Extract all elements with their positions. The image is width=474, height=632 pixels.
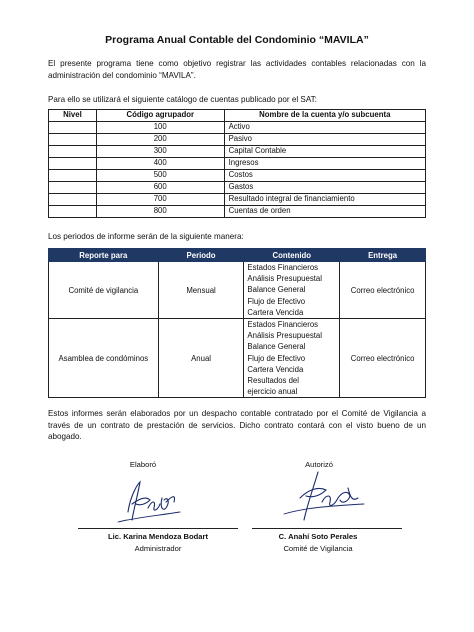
contenido-cell (244, 262, 340, 319)
contenido-item: Estados Financieros (247, 263, 319, 272)
signature-line-left (78, 528, 238, 529)
nivel-cell (49, 122, 97, 134)
contenido-item: ejercicio anual (247, 387, 298, 397)
signature-label-right: Autorizó (305, 460, 333, 469)
table-row (49, 170, 426, 182)
table-row (49, 206, 426, 218)
nivel-cell (49, 194, 97, 206)
table-row (49, 122, 426, 134)
nombre-cell: Gastos (224, 182, 425, 194)
contenido-item: Cartera Vencida (247, 364, 304, 374)
entrega-cell: Correo electrónico (340, 319, 426, 398)
contenido-item: Resultados del (247, 376, 300, 386)
column-header-contenido: Contenido (244, 249, 340, 262)
signature-label-left: Elaboró (129, 460, 157, 469)
signature-scribble-left (110, 478, 190, 526)
signature-scribble-right (278, 468, 368, 528)
document-title: Programa Anual Contable del Condominio “MAVILA” (105, 34, 369, 46)
codigo-cell: 600 (96, 182, 224, 194)
table-row (49, 134, 426, 146)
column-header-codigo: Código agrupador (96, 110, 224, 122)
column-header-reporte: Reporte para (49, 249, 159, 262)
signer-role-left: Administrador (134, 544, 182, 553)
nivel-cell (49, 158, 97, 170)
column-header-periodo: Periodo (158, 249, 244, 262)
contenido-item: Cartera Vencida (247, 307, 304, 317)
nombre-cell: Cuentas de orden (224, 206, 425, 218)
contenido-item: Estados Financieros (247, 320, 319, 330)
column-header-nivel: Nivel (49, 110, 97, 122)
signer-role-right: Comité de Vigilancia (283, 544, 353, 553)
table-row (49, 182, 426, 194)
nivel-cell (49, 206, 97, 218)
codigo-cell: 500 (96, 170, 224, 182)
codigo-cell: 800 (96, 206, 224, 218)
table-row (49, 262, 426, 319)
nombre-cell: Capital Contable (224, 146, 425, 158)
reporte-cell: Comité de vigilancia (49, 262, 159, 319)
table-row (49, 194, 426, 206)
entrega-cell: Correo electrónico (340, 262, 426, 319)
nivel-cell (49, 170, 97, 182)
nivel-cell (49, 134, 97, 146)
codigo-cell: 200 (96, 134, 224, 146)
signer-name-right: C. Anahí Soto Perales (278, 532, 358, 541)
nombre-cell: Pasivo (224, 134, 425, 146)
periodo-cell: Anual (158, 319, 244, 398)
codigo-cell: 400 (96, 158, 224, 170)
codigo-cell: 100 (96, 122, 224, 134)
contenido-item: Flujo de Efectivo (247, 353, 306, 363)
table-row (49, 146, 426, 158)
column-header-entrega: Entrega (340, 249, 426, 262)
periods-intro: Los periodos de informe serán de la siguiente manera: (48, 232, 244, 241)
contenido-item: Análisis Presupuestal (247, 331, 322, 341)
contenido-item: Balance General (247, 342, 306, 352)
codigo-cell: 300 (96, 146, 224, 158)
nombre-cell: Resultado integral de financiamiento (224, 194, 425, 206)
closing-paragraph: Estos informes serán elaborados por un despacho contable contratado por el Comité de Vigilancia a través de un contrato de prestación de servicios. Dicho contrato contará con el visto bueno de un abogado. (48, 409, 426, 441)
nombre-cell: Activo (224, 122, 425, 134)
signature-line-right (252, 528, 402, 529)
reporte-cell: Asamblea de condóminos (49, 319, 159, 398)
nivel-cell (49, 182, 97, 194)
nivel-cell (49, 146, 97, 158)
reports-table (48, 248, 426, 398)
table-row (49, 158, 426, 170)
contenido-item: Análisis Presupuestal (247, 274, 322, 284)
accounts-catalog-table (48, 109, 426, 218)
contenido-cell (244, 319, 340, 398)
contenido-item: Flujo de Efectivo (247, 296, 306, 306)
table-row (49, 319, 426, 398)
catalog-intro: Para ello se utilizará el siguiente catálogo de cuentas publicado por el SAT: (48, 95, 317, 104)
nombre-cell: Ingresos (224, 158, 425, 170)
periodo-cell: Mensual (158, 262, 244, 319)
intro-paragraph: El presente programa tiene como objetivo registrar las actividades contables relacionadas con la administración del condominio “MAVILA”. (48, 59, 426, 80)
contenido-item: Balance General (247, 285, 306, 295)
signer-name-left: Lic. Karina Mendoza Bodart (108, 532, 208, 541)
nombre-cell: Costos (224, 170, 425, 182)
column-header-nombre: Nombre de la cuenta y/o subcuenta (224, 110, 425, 122)
codigo-cell: 700 (96, 194, 224, 206)
